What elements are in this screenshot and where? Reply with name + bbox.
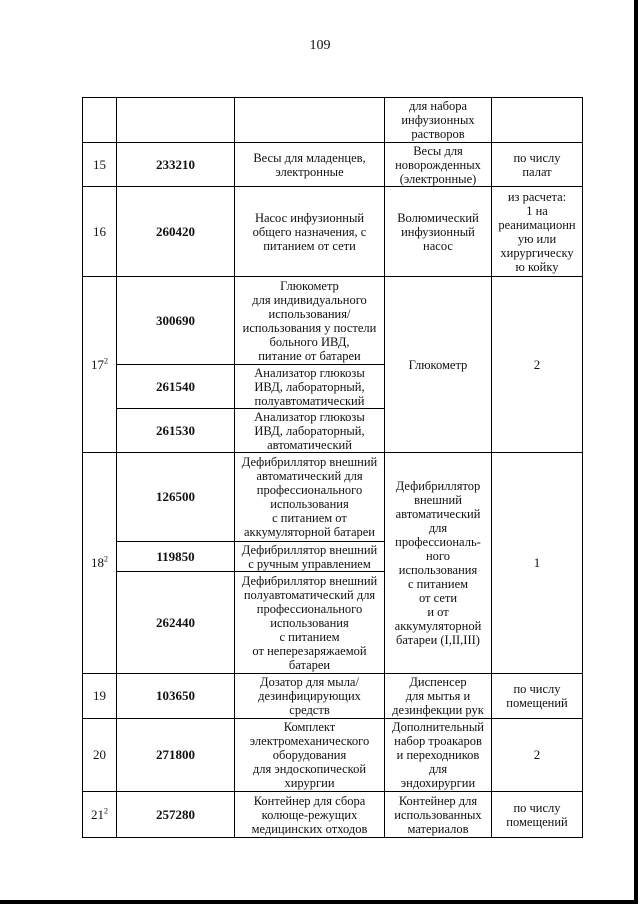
quantity-cell: из расчета: 1 на реанимационн ую или хирургическу ю койку [492, 187, 583, 277]
quantity-cell: 2 [492, 719, 583, 792]
name-cell: Весы для младенцев, электронные [235, 143, 385, 187]
table-row [83, 719, 583, 792]
quantity-cell [492, 98, 583, 143]
generic-name-cell: Глюкометр [385, 277, 492, 453]
row-number-cell: 15 [83, 143, 117, 187]
row-number: 17 [91, 356, 104, 372]
row-number-cell [83, 98, 117, 143]
quantity-cell: по числу помещений [492, 792, 583, 838]
code-cell [117, 98, 235, 143]
name-cell: Комплект электромеханического оборудования для эндоскопической хирургии [235, 719, 385, 792]
generic-name-cell: Волюмический инфузионный насос [385, 187, 492, 277]
table-row [83, 674, 583, 719]
name-cell: Анализатор глюкозы ИВД, лабораторный, полуавтоматический [235, 365, 385, 409]
row-number-cell: 20 [83, 719, 117, 792]
code-cell: 262440 [117, 572, 235, 674]
code-cell: 103650 [117, 674, 235, 719]
name-cell [235, 98, 385, 143]
table-row [83, 187, 583, 277]
code-cell: 119850 [117, 542, 235, 572]
footnote-mark: 2 [104, 806, 108, 816]
generic-name-cell: Дефибриллятор внешний автоматический для профессиональ- ного использования с питанием от сети и от аккумуляторной батареи (I,II,III) [385, 453, 492, 674]
row-number-cell [83, 277, 117, 453]
row-number-cell [83, 453, 117, 674]
table-row [83, 277, 583, 365]
table-row [83, 143, 583, 187]
name-cell: Дефибриллятор внешний с ручным управлением [235, 542, 385, 572]
footnote-mark: 2 [104, 356, 108, 366]
code-cell: 271800 [117, 719, 235, 792]
name-cell: Дефибриллятор внешний полуавтоматический для профессионального использования с питанием от неперезаряжаемой батареи [235, 572, 385, 674]
page-number: 109 [309, 38, 331, 53]
generic-name-cell: Диспенсер для мытья и дезинфекции рук [385, 674, 492, 719]
name-cell: Глюкометр для индивидуального использования/ использования у постели больного ИВД, питание от батареи [235, 277, 385, 365]
equipment-table [82, 97, 583, 838]
code-cell: 260420 [117, 187, 235, 277]
name-cell: Контейнер для сбора колюще-режущих медицинских отходов [235, 792, 385, 838]
quantity-cell: по числу помещений [492, 674, 583, 719]
row-number-cell: 19 [83, 674, 117, 719]
code-cell: 261530 [117, 409, 235, 453]
row-number-cell [83, 792, 117, 838]
table-row [83, 453, 583, 542]
quantity-cell: по числу палат [492, 143, 583, 187]
code-cell: 300690 [117, 277, 235, 365]
name-cell: Насос инфузионный общего назначения, с питанием от сети [235, 187, 385, 277]
table-row [83, 792, 583, 838]
code-cell: 233210 [117, 143, 235, 187]
generic-name-cell: Весы для новорожденных (электронные) [385, 143, 492, 187]
generic-name-cell: Дополнительный набор троакаров и переходников для эндохирургии [385, 719, 492, 792]
name-cell: Анализатор глюкозы ИВД, лабораторный, автоматический [235, 409, 385, 453]
code-cell: 257280 [117, 792, 235, 838]
name-cell: Дефибриллятор внешний автоматический для профессионального использования с питанием от аккумуляторной батареи [235, 453, 385, 542]
quantity-cell: 1 [492, 453, 583, 674]
row-number-cell: 16 [83, 187, 117, 277]
row-number: 18 [91, 555, 104, 570]
table-row [83, 98, 583, 143]
code-cell: 261540 [117, 365, 235, 409]
generic-name-cell: для набора инфузионных растворов [385, 98, 492, 143]
footnote-mark: 2 [104, 554, 108, 564]
row-number: 21 [91, 806, 104, 822]
code-cell: 126500 [117, 453, 235, 542]
generic-name-cell: Контейнер для использованных материалов [385, 792, 492, 838]
name-cell: Дозатор для мыла/ дезинфицирующих средств [235, 674, 385, 719]
quantity-cell: 2 [492, 277, 583, 453]
